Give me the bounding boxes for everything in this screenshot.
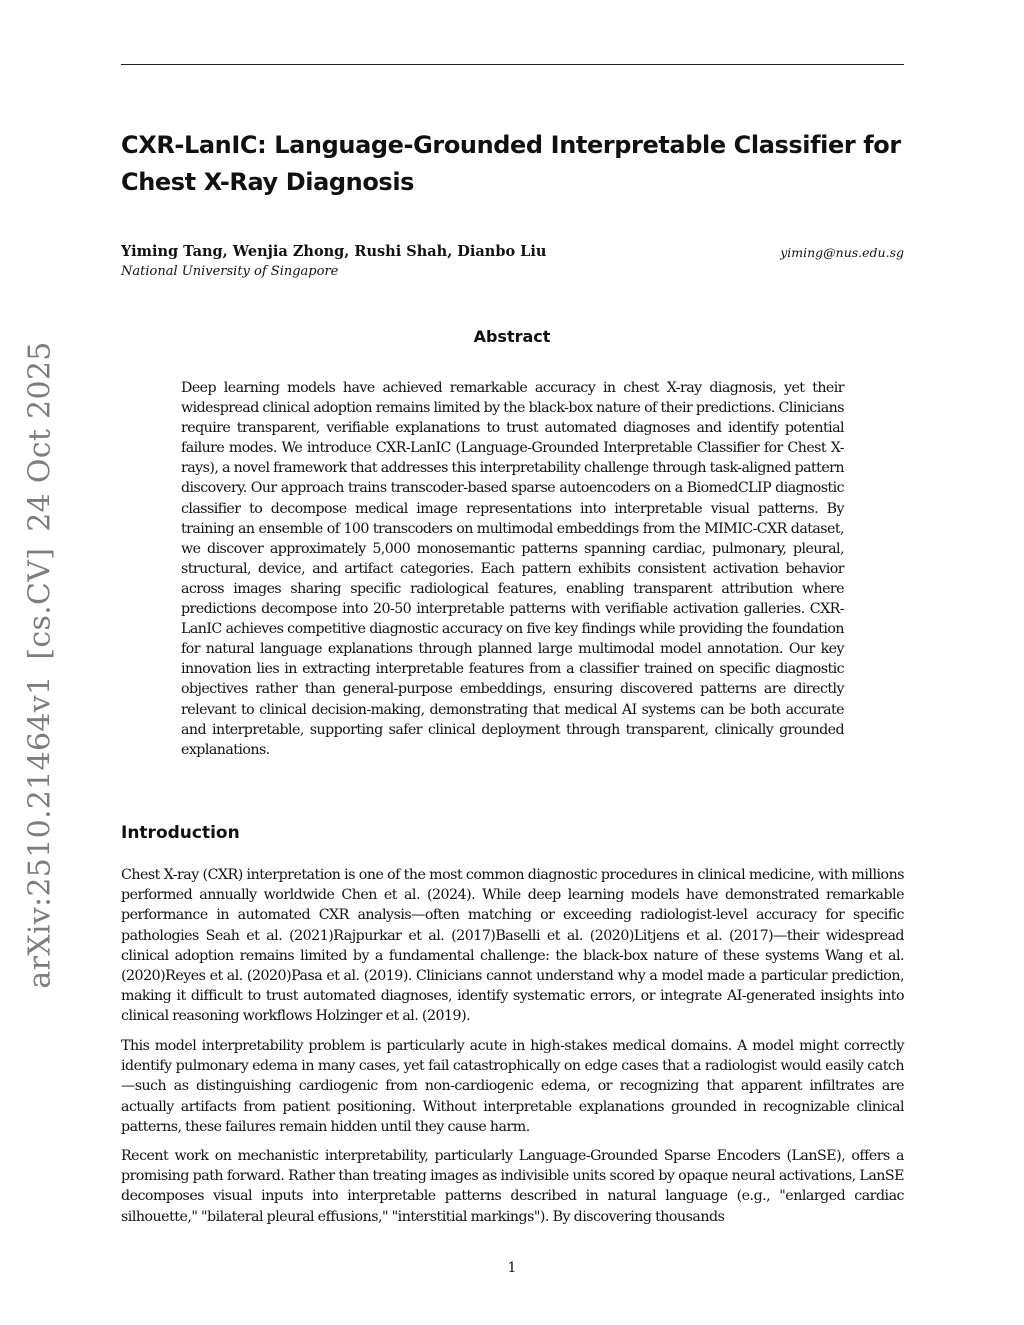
intro-paragraph: This model interpretability problem is particularly acute in high-stakes medical domains. A model might correctly identify pulmonary edema in many cases, yet fail catastrophically on edge cases that a radiologist would easily catch—such as distinguishing cardiogenic from non-cardiogenic edema, or recognizing that apparent infiltrates are actually artifacts from patient positioning. Without interpretable explanations grounded in recognizable clinical patterns, these failures remain hidden until they cause harm.: [121, 1038, 904, 1135]
top-rule: [121, 64, 904, 65]
intro-paragraph: Chest X-ray (CXR) interpretation is one of the most common diagnostic procedures in clinical medicine, with millions performed annually worldwide Chen et al. (2024). While deep learning models have demonstrated remarkable performance in automated CXR analysis—often matching or exceeding radiologist-level accuracy for specific pathologies Seah et al. (2021)Rajpurkar et al. (2017)Baselli et al. (2020)Litjens et al. (2017)—their widespread clinical adoption remains limited by a fundamental challenge: the black-box nature of these systems Wang et al. (2020)Reyes et al. (2020)Pasa et al. (2019). Clinicians cannot understand why a model made a particular prediction, making it difficult to trust automated diagnoses, identify systematic errors, or integrate AI-generated insights into clinical reasoning workflows Holzinger et al. (2019).: [121, 867, 904, 1025]
contact-email: yiming@nus.edu.sg: [780, 245, 904, 260]
arxiv-category: [cs.CV]: [22, 547, 58, 660]
page-number: 1: [507, 1260, 517, 1276]
intro-paragraph: Recent work on mechanistic interpretability, particularly Language-Grounded Sparse Encoders (LanSE), offers a promising path forward. Rather than treating images as indivisible units scored by opaque neural activations, LanSE decomposes visual inputs into interpretable patterns described in natural language (e.g., "enlarged cardiac silhouette," "bilateral pleural effusions," "interstitial markings"). By discovering thousands: [121, 1148, 904, 1225]
arxiv-identifier-stamp: [23, 341, 58, 988]
paper-title: CXR-LanIC: Language-Grounded Interpretable Classifier for Chest X-Ray Diagnosis: [121, 131, 901, 196]
arxiv-date: 24 Oct 2025: [22, 341, 58, 532]
abstract-heading: Abstract: [473, 327, 551, 346]
abstract-text: Deep learning models have achieved remarkable accuracy in chest X-ray diagnosis, yet their widespread clinical adoption remains limited by the black-box nature of their predictions. Clinicians require transparent, verifiable explanations to trust automated diagnoses and identify potential failure modes. We introduce CXR-LanIC (Language-Grounded Interpretable Classifier for Chest X-rays), a novel framework that addresses this interpretability challenge through task-aligned pattern discovery. Our approach trains transcoder-based sparse autoencoders on a BiomedCLIP diagnostic classifier to decompose medical image representations into interpretable visual patterns. By training an ensemble of 100 transcoders on multimodal embeddings from the MIMIC-CXR dataset, we discover approximately 5,000 monosemantic patterns spanning cardiac, pulmonary, pleural, structural, device, and artifact categories. Each pattern exhibits consistent activation behavior across images sharing specific radiological features, enabling transparent attribution where predictions decompose into 20-50 interpretable patterns with verifiable activation galleries. CXR-LanIC achieves competitive diagnostic accuracy on five key findings while providing the foundation for natural language explanations through planned large multimodal model annotation. Our key innovation lies in extracting interpretable features from a classifier trained on specific diagnostic objectives rather than general-purpose embeddings, ensuring discovered patterns are directly relevant to clinical decision-making, demonstrating that medical AI systems can be both accurate and interpretable, supporting safer clinical deployment through transparent, clinically grounded explanations.: [181, 380, 844, 758]
arxiv-id: arXiv:2510.21464v1: [22, 675, 58, 989]
introduction-heading: Introduction: [121, 823, 240, 843]
affiliation: National University of Singapore: [121, 264, 339, 279]
author-list: Yiming Tang, Wenjia Zhong, Rushi Shah, Dianbo Liu: [121, 243, 547, 260]
